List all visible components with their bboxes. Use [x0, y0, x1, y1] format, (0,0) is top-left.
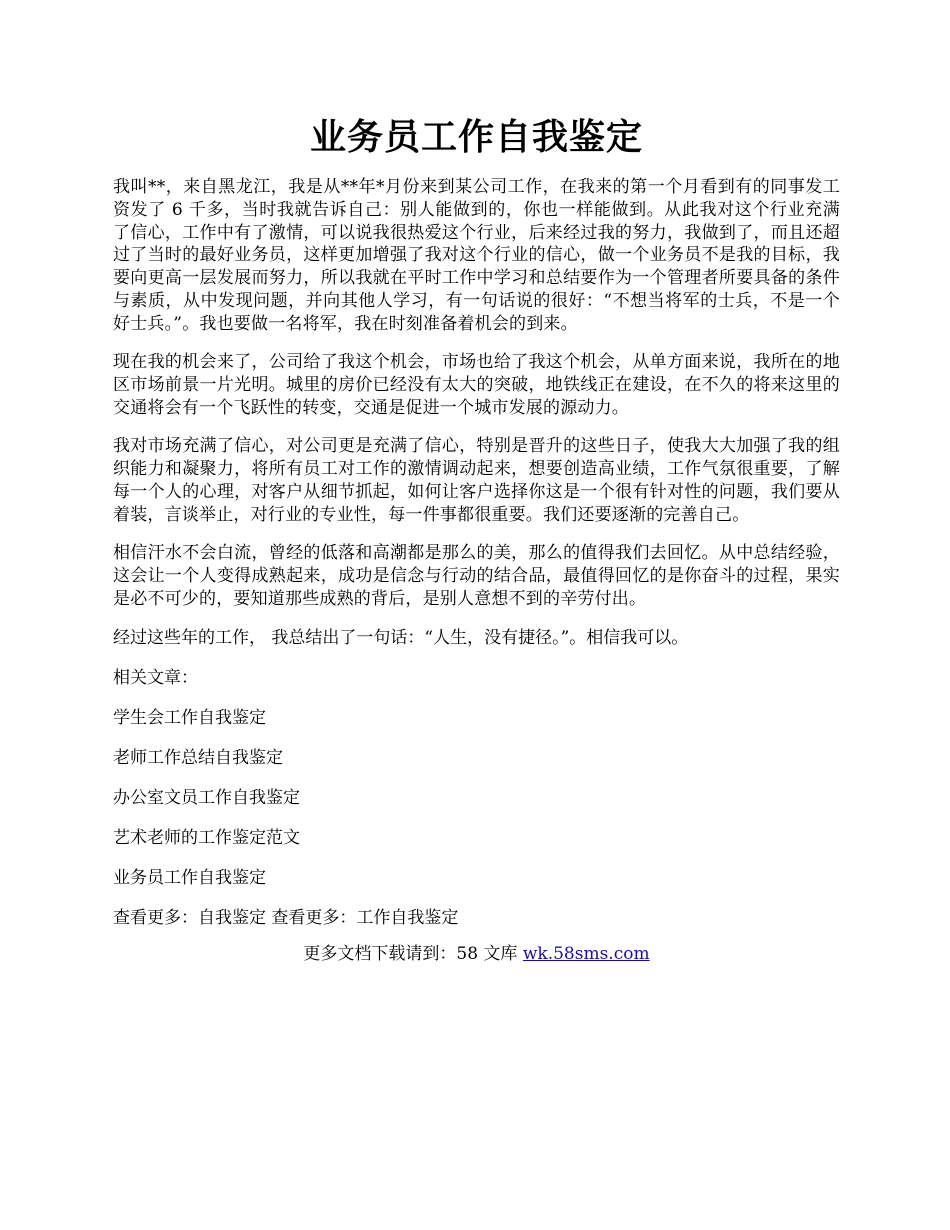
- related-article-link[interactable]: 办公室文员工作自我鉴定: [113, 787, 300, 808]
- paragraph-3: 我对市场充满了信心，对公司更是充满了信心，特别是晋升的这些日子，使我大大加强了我的组织能力和凝聚力，将所有员工对工作的激情调动起来，想要创造高业绩，工作气氛很重要，了解每一个人的心理，对客户从细节抓起，如何让客户选择你这是一个很有针对性的问题，我们要从着装，言谈举止，对行业的专业性，每一件事都很重要。我们还要逐渐的完善自己。: [113, 435, 840, 525]
- summary-line: 经过这些年的工作， 我总结出了一句话：“人生，没有捷径。”。相信我可以。: [113, 627, 689, 648]
- related-article-link[interactable]: 艺术老师的工作鉴定范文: [113, 827, 300, 848]
- paragraph-2: 现在我的机会来了，公司给了我这个机会，市场也给了我这个机会，从单方面来说，我所在的地区市场前景一片光明。城里的房价已经没有太大的突破，地铁线正在建设，在不久的将来这里的交通将会有一个飞跃性的转变，交通是促进一个城市发展的源动力。: [113, 351, 840, 418]
- document-page: [113, 0, 840, 966]
- footer-site-link[interactable]: wk.58sms.com: [522, 943, 650, 964]
- related-articles-list: [113, 706, 840, 890]
- download-footer: [113, 942, 840, 966]
- document-body: [113, 176, 840, 966]
- related-article-link[interactable]: 学生会工作自我鉴定: [113, 707, 266, 728]
- related-article-link[interactable]: 业务员工作自我鉴定: [113, 867, 266, 888]
- footer-prefix: 更多文档下载请到：58 文库: [303, 943, 523, 964]
- see-more-link-work-self-evaluation[interactable]: 工作自我鉴定: [356, 907, 459, 928]
- document-title: 业务员工作自我鉴定: [309, 116, 643, 158]
- see-more-row: [113, 906, 840, 930]
- paragraph-4: 相信汗水不会白流，曾经的低落和高潮都是那么的美，那么的值得我们去回忆。从中总结经验，这会让一个人变得成熟起来，成功是信念与行动的结合品，最值得回忆的是你奋斗的过程，果实是必不可少的，要知道那些成熟的背后，是别人意想不到的辛劳付出。: [113, 542, 840, 609]
- see-more-link-self-evaluation[interactable]: 自我鉴定: [198, 907, 266, 928]
- related-heading: 相关文章：: [113, 667, 198, 688]
- see-more-label: 查看更多：: [271, 907, 357, 928]
- related-article-link[interactable]: 老师工作总结自我鉴定: [113, 747, 283, 768]
- see-more-label: 查看更多：: [113, 907, 198, 928]
- paragraph-1: 我叫**，来自黑龙江，我是从**年*月份来到某公司工作，在我来的第一个月看到有的同事发工资发了 6 千多，当时我就告诉自己：别人能做到的，你也一样能做到。从此我对这个行业充满了信心，工作中有了激情，可以说我很热爱这个行业，后来经过我的努力，我做到了，而且还超过了当时的最好业务员，这样更加增强了我对这个行业的信心，做一个业务员不是我的目标，我要向更高一层发展而努力，所以我就在平时工作中学习和总结要作为一个管理者所要具备的条件与素质，从中发现问题，并向其他人学习，有一句话说的很好：“不想当将军的士兵，不是一个好士兵。”。我也要做一名将军，我在时刻准备着机会的到来。: [113, 177, 840, 334]
